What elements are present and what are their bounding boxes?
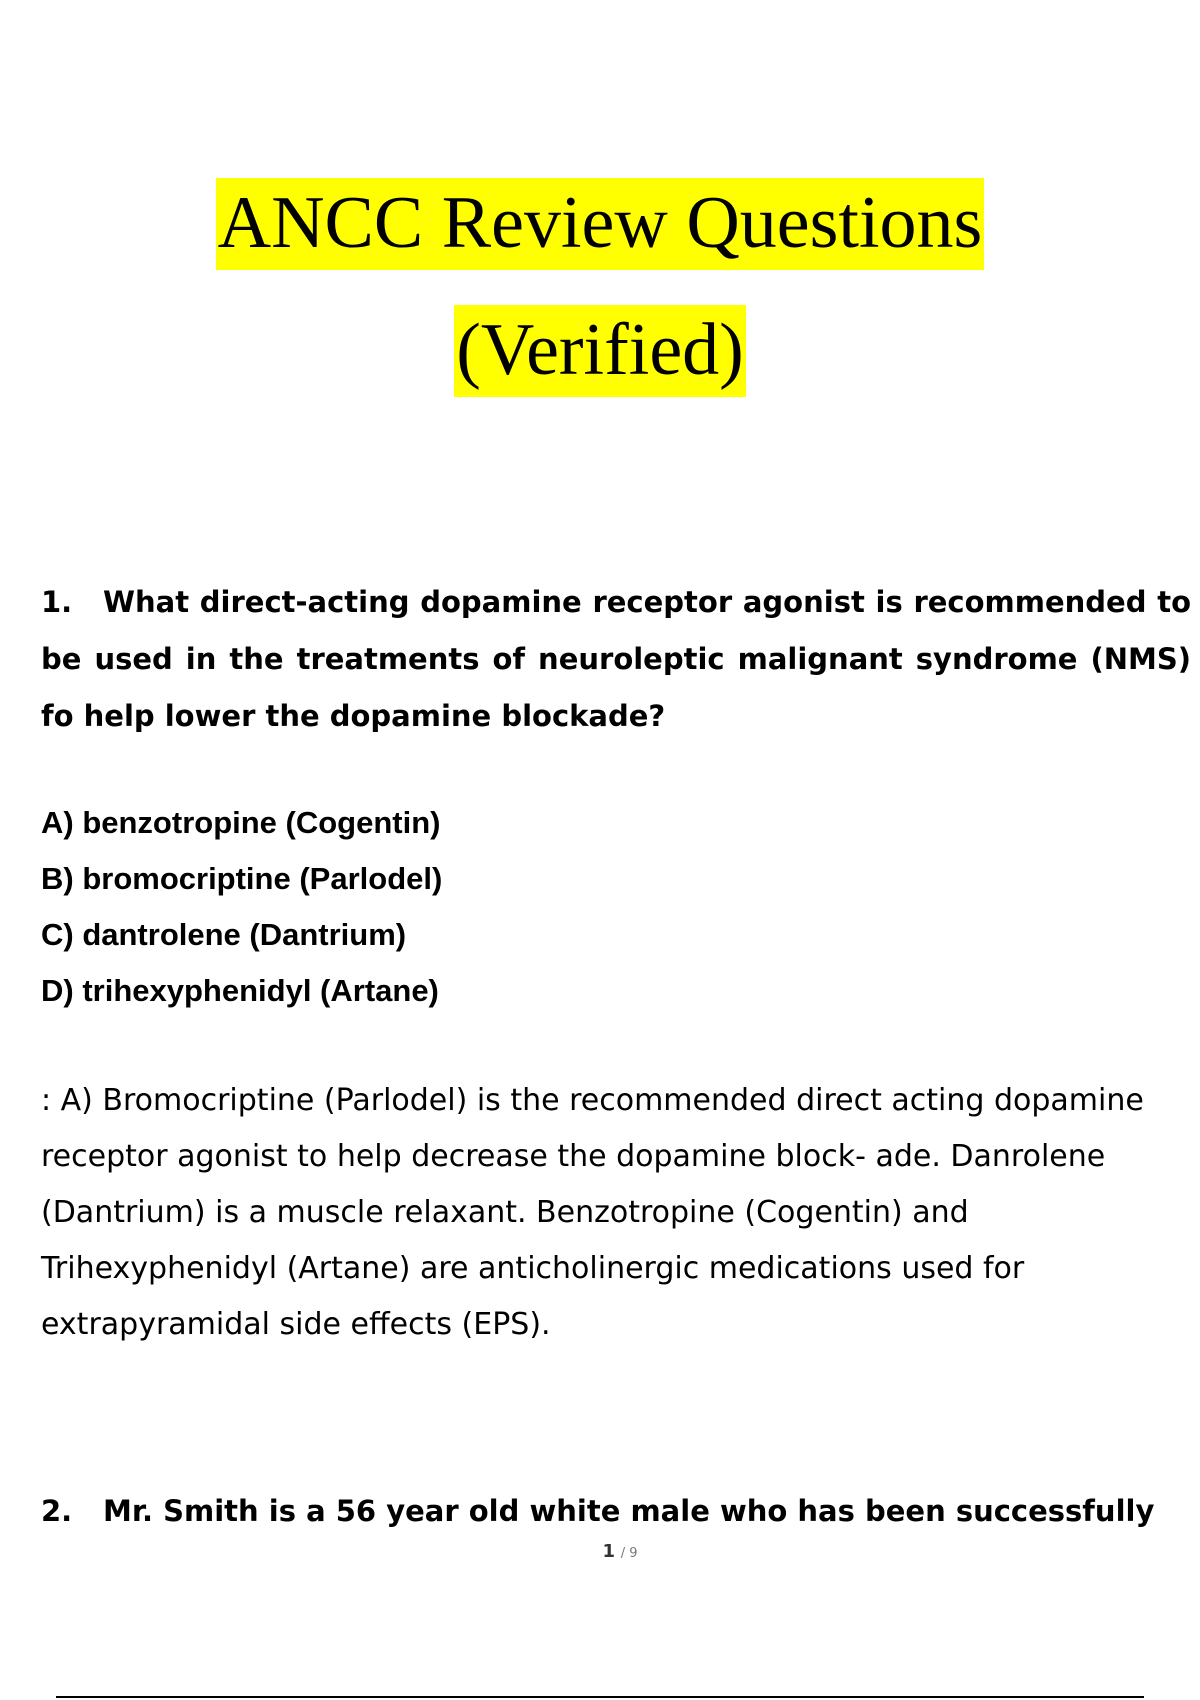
option-a: A) benzotropine (Cogentin) xyxy=(41,805,441,840)
page-number xyxy=(0,1541,1200,1562)
title-highlight-2: (Verified) xyxy=(454,305,746,397)
question-text: Mr. Smith is a 56 year old white male who has been successfully xyxy=(103,1494,1155,1528)
answer-rationale: : A) Bromocriptine (Parlodel) is the recommended direct acting dopamine receptor agonist to help decrease the dopamine block- ade. Danrolene (Dantrium) is a muscle relaxant. Benzotropine (Cogentin) and Trihexyphenidyl (Artane) are anticholinergic medications used for extrapyramidal side effects (EPS). xyxy=(41,1083,1144,1342)
option-b: B) bromocriptine (Parlodel) xyxy=(41,861,443,896)
question-number: 1. xyxy=(41,585,73,619)
title-line-1 xyxy=(0,182,1200,264)
answer-options xyxy=(41,795,442,1019)
option-d: D) trihexyphenidyl (Artane) xyxy=(41,973,439,1008)
question-text: What direct-acting dopamine receptor agonist is recommended to be used in the treatments of neuroleptic malignant syndrome (NMS) fo help lower the dopamine blockade? xyxy=(41,585,1191,733)
question-2 xyxy=(41,1483,1191,1540)
question-1 xyxy=(41,574,1191,745)
page-current: 1 xyxy=(602,1541,615,1562)
title-line-2 xyxy=(0,309,1200,391)
bottom-divider xyxy=(56,1696,1144,1698)
title-highlight-1: ANCC Review Questions xyxy=(216,178,985,270)
option-c: C) dantrolene (Dantrium) xyxy=(41,917,407,952)
page-total: / 9 xyxy=(620,1546,638,1561)
question-number: 2. xyxy=(41,1494,73,1528)
